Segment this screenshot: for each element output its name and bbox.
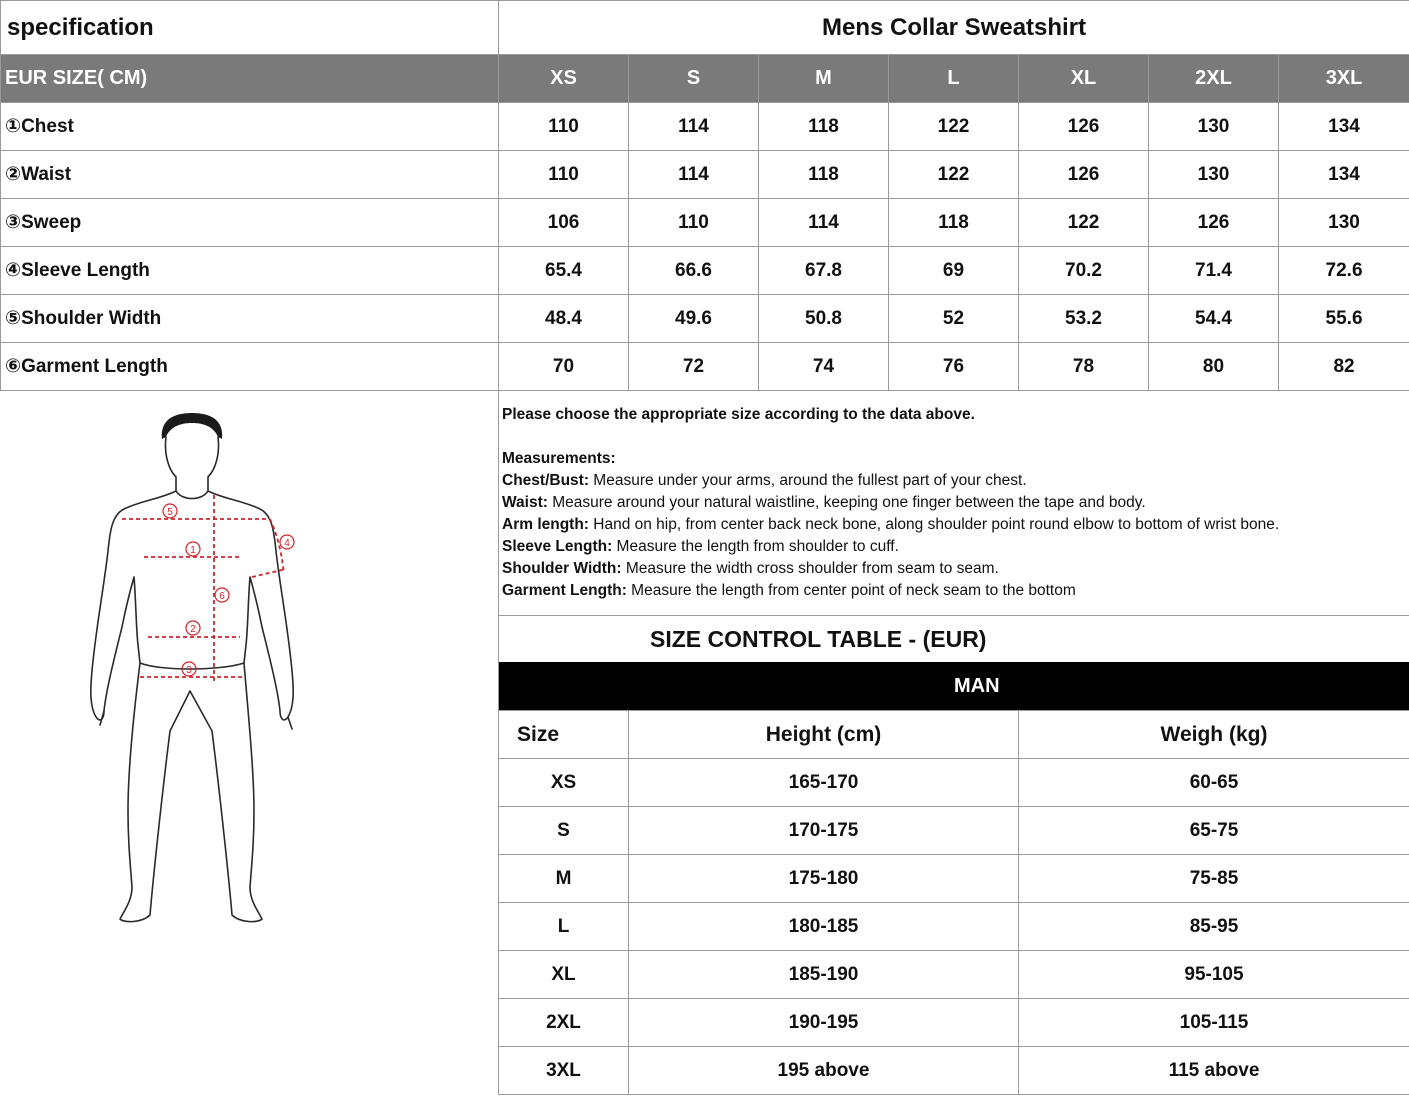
height-cell: 175-180 xyxy=(629,855,1019,903)
measurement-note xyxy=(502,536,899,558)
notes-intro: Please choose the appropriate size according to the data above. xyxy=(502,404,975,426)
measurement-label: ③Sweep xyxy=(1,199,499,247)
measurement-note xyxy=(502,492,1146,514)
weight-cell: 95-105 xyxy=(1019,951,1409,999)
measurement-value: 130 xyxy=(1279,199,1409,247)
measurement-value: 70.2 xyxy=(1019,247,1149,295)
measurement-value: 72 xyxy=(629,343,759,391)
measurement-note xyxy=(502,558,999,580)
man-group-bar xyxy=(499,662,1409,710)
size-control-row xyxy=(499,807,1409,855)
size-header: 3XL xyxy=(1279,55,1409,103)
size-cell: L xyxy=(499,903,629,951)
weight-cell: 115 above xyxy=(1019,1047,1409,1095)
body-figure-cell xyxy=(0,391,499,1095)
size-header: XS xyxy=(499,55,629,103)
size-cell: 3XL xyxy=(499,1047,629,1095)
size-header: 2XL xyxy=(1149,55,1279,103)
size-cell: M xyxy=(499,855,629,903)
size-header: XL xyxy=(1019,55,1149,103)
size-header: S xyxy=(629,55,759,103)
measurement-label: ④Sleeve Length xyxy=(1,247,499,295)
height-cell: 180-185 xyxy=(629,903,1019,951)
size-control-row xyxy=(499,903,1409,951)
measurement-value: 130 xyxy=(1149,103,1279,151)
spec-body xyxy=(1,103,1409,391)
height-cell: 195 above xyxy=(629,1047,1019,1095)
measurement-value: 114 xyxy=(629,103,759,151)
marker-2: 2 xyxy=(190,624,196,635)
note-text: Measure the width cross shoulder from seam to seam. xyxy=(622,560,999,577)
hair-shape xyxy=(162,413,222,439)
measurement-label: ⑥Garment Length xyxy=(1,343,499,391)
measurement-value: 110 xyxy=(499,103,629,151)
size-cell: 2XL xyxy=(499,999,629,1047)
measurement-value: 54.4 xyxy=(1149,295,1279,343)
measurement-value: 82 xyxy=(1279,343,1409,391)
measurement-label: ①Chest xyxy=(1,103,499,151)
size-control-header-row xyxy=(499,711,1409,759)
marker-4: 4 xyxy=(284,538,290,549)
measurement-value: 76 xyxy=(889,343,1019,391)
size-control-body xyxy=(499,759,1409,1095)
height-column-header: Height (cm) xyxy=(629,711,1019,759)
note-term: Sleeve Length: xyxy=(502,538,612,555)
measurement-value: 130 xyxy=(1149,151,1279,199)
weight-cell: 60-65 xyxy=(1019,759,1409,807)
height-cell: 165-170 xyxy=(629,759,1019,807)
note-term: Garment Length: xyxy=(502,582,627,599)
measurement-value: 106 xyxy=(499,199,629,247)
note-term: Arm length: xyxy=(502,516,589,533)
weight-cell: 65-75 xyxy=(1019,807,1409,855)
measurement-value: 126 xyxy=(1019,151,1149,199)
measurement-note xyxy=(502,470,1027,492)
measurement-value: 118 xyxy=(759,103,889,151)
measurement-value: 110 xyxy=(629,199,759,247)
size-control-row xyxy=(499,759,1409,807)
measurement-note xyxy=(502,514,1279,536)
note-text: Measure around your natural waistline, keeping one finger between the tape and body. xyxy=(548,494,1146,511)
note-term: Chest/Bust: xyxy=(502,472,589,489)
spec-row xyxy=(1,343,1409,391)
body-measurement-figure xyxy=(0,391,498,1095)
measurement-value: 122 xyxy=(889,103,1019,151)
man-group-label: MAN xyxy=(954,675,1000,698)
size-cell: XS xyxy=(499,759,629,807)
height-cell: 190-195 xyxy=(629,999,1019,1047)
marker-1: 1 xyxy=(190,545,196,556)
marker-3: 3 xyxy=(186,665,192,676)
specification-table xyxy=(0,0,1409,391)
note-term: Waist: xyxy=(502,494,548,511)
measurement-value: 69 xyxy=(889,247,1019,295)
measurement-value: 52 xyxy=(889,295,1019,343)
note-text: Measure under your arms, around the fullest part of your chest. xyxy=(589,472,1027,489)
measurement-lines xyxy=(122,495,286,681)
measurement-value: 48.4 xyxy=(499,295,629,343)
measurement-value: 118 xyxy=(889,199,1019,247)
measurement-value: 122 xyxy=(889,151,1019,199)
notes-heading: Measurements: xyxy=(502,448,616,470)
height-cell: 170-175 xyxy=(629,807,1019,855)
weight-cell: 105-115 xyxy=(1019,999,1409,1047)
note-text: Measure the length from shoulder to cuff. xyxy=(612,538,899,555)
spec-row xyxy=(1,247,1409,295)
spec-row xyxy=(1,151,1409,199)
specification-label: specification xyxy=(1,1,499,55)
size-control-row xyxy=(499,1047,1409,1095)
size-header: L xyxy=(889,55,1019,103)
note-text: Measure the length from center point of neck seam to the bottom xyxy=(627,582,1076,599)
measurement-value: 49.6 xyxy=(629,295,759,343)
size-cell: XL xyxy=(499,951,629,999)
measurement-value: 71.4 xyxy=(1149,247,1279,295)
measurement-value: 110 xyxy=(499,151,629,199)
measurement-value: 50.8 xyxy=(759,295,889,343)
measurement-value: 67.8 xyxy=(759,247,889,295)
size-control-row xyxy=(499,999,1409,1047)
spec-title-row xyxy=(1,1,1409,55)
measurement-value: 72.6 xyxy=(1279,247,1409,295)
marker-5: 5 xyxy=(167,507,173,518)
spec-row xyxy=(1,199,1409,247)
measurement-value: 74 xyxy=(759,343,889,391)
measurement-value: 65.4 xyxy=(499,247,629,295)
product-title: Mens Collar Sweatshirt xyxy=(499,1,1409,55)
spec-header-row xyxy=(1,55,1409,103)
measurement-value: 114 xyxy=(759,199,889,247)
size-control-title: SIZE CONTROL TABLE - (EUR) xyxy=(650,626,986,653)
measurement-value: 80 xyxy=(1149,343,1279,391)
measurement-value: 126 xyxy=(1019,103,1149,151)
body-outline xyxy=(91,437,293,922)
measurement-value: 118 xyxy=(759,151,889,199)
measurement-value: 134 xyxy=(1279,103,1409,151)
height-cell: 185-190 xyxy=(629,951,1019,999)
size-control-row xyxy=(499,951,1409,999)
size-control-title-bar xyxy=(499,616,1409,662)
measurement-label: ②Waist xyxy=(1,151,499,199)
measurement-value: 78 xyxy=(1019,343,1149,391)
measurement-value: 53.2 xyxy=(1019,295,1149,343)
note-text: Hand on hip, from center back neck bone, along shoulder point round elbow to bottom of wrist bone. xyxy=(589,516,1279,533)
measurement-value: 134 xyxy=(1279,151,1409,199)
weight-cell: 75-85 xyxy=(1019,855,1409,903)
measurement-value: 55.6 xyxy=(1279,295,1409,343)
spec-row xyxy=(1,295,1409,343)
size-control-table xyxy=(498,710,1409,1095)
measurement-note xyxy=(502,580,1076,602)
size-header: M xyxy=(759,55,889,103)
measurement-value: 66.6 xyxy=(629,247,759,295)
weight-column-header: Weigh (kg) xyxy=(1019,711,1409,759)
eur-size-header: EUR SIZE( CM) xyxy=(1,55,499,103)
size-cell: S xyxy=(499,807,629,855)
marker-circles xyxy=(163,504,294,676)
size-control-row xyxy=(499,855,1409,903)
spec-row xyxy=(1,103,1409,151)
measurement-value: 126 xyxy=(1149,199,1279,247)
marker-6: 6 xyxy=(219,591,225,602)
note-term: Shoulder Width: xyxy=(502,560,622,577)
weight-cell: 85-95 xyxy=(1019,903,1409,951)
measurement-value: 70 xyxy=(499,343,629,391)
measurement-value: 114 xyxy=(629,151,759,199)
measurement-label: ⑤Shoulder Width xyxy=(1,295,499,343)
measurement-value: 122 xyxy=(1019,199,1149,247)
size-column-header: Size xyxy=(499,711,629,759)
measurement-notes xyxy=(499,391,1409,616)
